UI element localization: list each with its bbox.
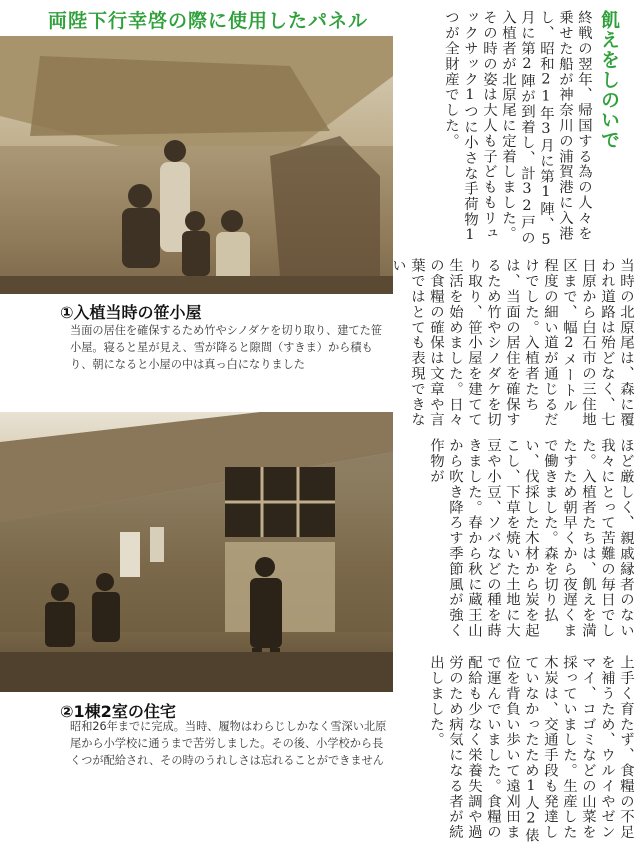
article-text-block-4: 上手く育たず、食糧の不足を補うため、ウルイやゼンマイ、コゴミなどの山菜を採っていました。生産した木炭は、交通手段も発達していなかったため1人2俵位を背負い歩いて遠刈田まで運んでいました。食糧の配給も少なく栄養失調や過労のため病気になる者が続出しました。 <box>428 655 634 843</box>
photo2-caption-title: ②1棟2室の住宅 <box>60 702 176 721</box>
photo-bamboo-hut-illustration <box>0 36 393 294</box>
photo-bamboo-hut <box>0 36 393 294</box>
article-text-block-1: 終戦の翌年、帰国する為の人々を乗せた船が神奈川の浦賀港に入港し、昭和21年3月に第1陣、5月に第2陣が到着し、計32戸の入植者が北原尾に定着しました。その時の姿は大人も子どももリュックサック1つに小さな手荷物1つが全財産でした。 <box>443 10 592 249</box>
article-text-block-2: 当時の北原尾は、森に覆われ道路は殆どなく、七日原から白石市の三住地区まで、幅2メートル程度の細い道が通じるだけでした。入植者たちは、当面の居住を確保するため竹やシノダケを切り取り、笹小屋を建てて生活を始めました。日々の食糧の確保は文章や言葉ではとても表現できない <box>390 258 634 428</box>
photo-two-room-house <box>0 412 393 692</box>
article-heading: 飢えをしのいで <box>598 10 620 150</box>
photo2-caption-body: 昭和26年までに完成。当時、履物はわらじしかなく雪深い北原尾から小学校に通うまで苦労しました。その後、小学校から長くつが配給され、その時のうれしさは忘れることができません <box>70 720 387 767</box>
photo1-caption-body: 当面の居住を確保するため竹やシノダケを切り取り、建てた笹小屋。寝ると星が見え、雪が降ると隙間（すきま）から積もり、朝になると小屋の中は真っ白になりました <box>70 324 383 371</box>
article-text-block-3: ほど厳しく、親戚縁者のない我々にとって苦難の毎日でした。入植者たちは、飢えを満たすため朝早くから夜遅くまで働きました。森を切り払い、伐採した木材から炭を起こし、下草を焼いた土地に大豆や小豆、ソバなどの種を蒔きました。春から秋に蔵王山から吹き降ろす季節風が強く作物が <box>428 438 634 639</box>
photo-two-room-house-illustration <box>0 412 393 692</box>
panel-banner-title: 両陛下行幸啓の際に使用したパネル <box>48 10 369 32</box>
photo1-caption-title: ①入植当時の笹小屋 <box>60 303 202 322</box>
